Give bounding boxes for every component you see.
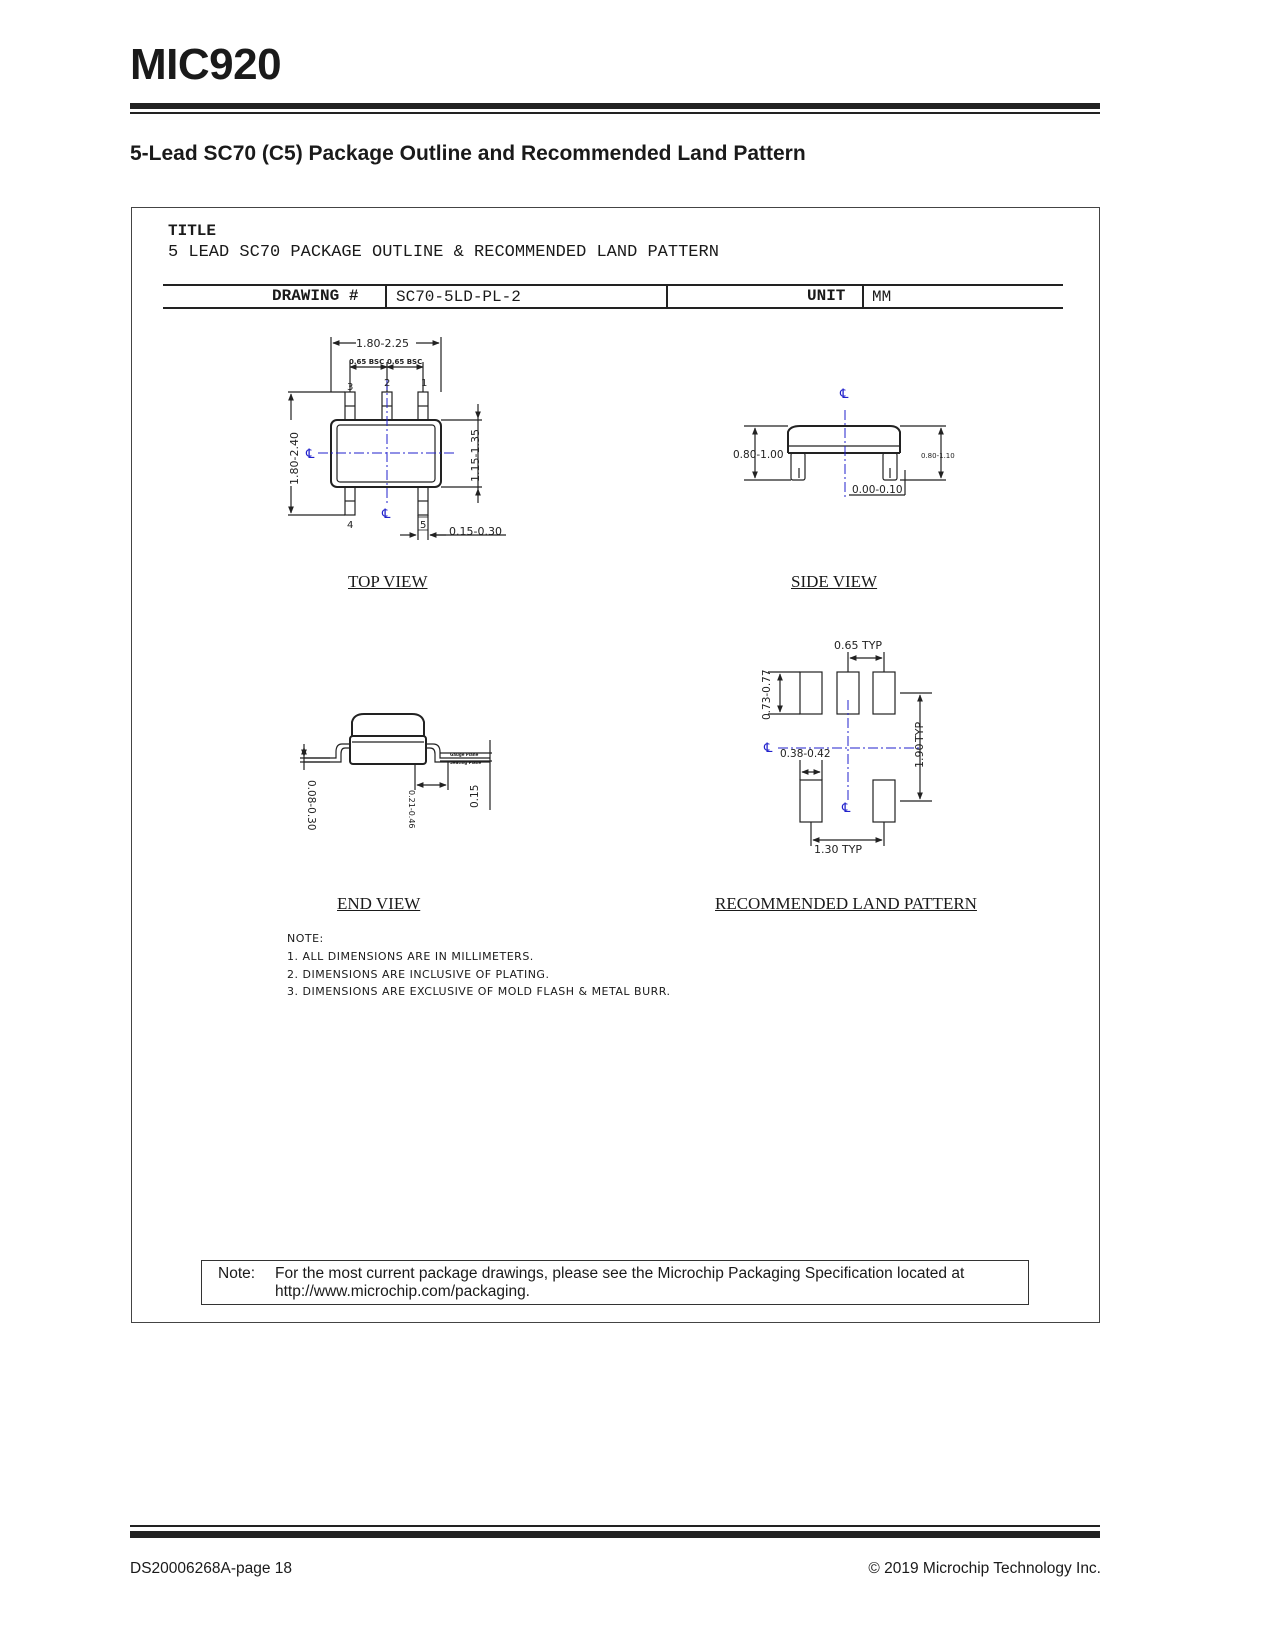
side-view-label: SIDE VIEW [791, 572, 878, 591]
dim-side-height: 0.80-1.00 [733, 449, 784, 461]
drawing-title-label: TITLE [168, 222, 217, 240]
notes-heading: NOTE: [287, 932, 324, 945]
dim-standoff: 0.00-0.10 [852, 484, 903, 496]
centerline-symbol-top-v: ℄ [382, 507, 391, 522]
note-box-text: For the most current package drawings, please see the Microchip Packaging Specification located at http://www.microchip.com/packaging. [275, 1265, 965, 1300]
gauge-plane-label: Gauge Plane [450, 752, 479, 757]
dim-end-gauge: 0.15 [469, 784, 481, 808]
footer-rule-thick [130, 1531, 1100, 1538]
dim-land-width: 0.38-0.42 [780, 748, 831, 760]
drawing-number: SC70-5LD-PL-2 [396, 288, 521, 306]
footer-rule-thin [130, 1525, 1100, 1527]
document-title: MIC920 [130, 40, 282, 89]
centerline-symbol-land-v: ℄ [842, 801, 851, 816]
dim-land-pitch: 0.65 TYP [834, 639, 883, 652]
dim-top-width: 1.80-2.25 [356, 337, 409, 350]
pin-1-label: 1 [421, 378, 428, 389]
dim-top-height: 1.80-2.40 [288, 432, 301, 485]
dim-land-span: 1.30 TYP [814, 843, 863, 856]
dim-land-height: 1.90 [913, 743, 926, 768]
dim-side-height-b: 0.80-1.10 [921, 452, 955, 460]
unit-label: UNIT [807, 287, 846, 305]
note-3: 3. DIMENSIONS ARE EXCLUSIVE OF MOLD FLASH & METAL BURR. [287, 985, 671, 998]
end-view-label: END VIEW [337, 894, 421, 913]
dim-land-length: 0.73-0.77 [761, 669, 773, 720]
centerline-symbol-top-h: ℄ [306, 447, 315, 462]
top-view-label: TOP VIEW [348, 572, 428, 591]
pin-5-label: 5 [420, 520, 427, 531]
dim-end-foot: 0.21-0.46 [407, 790, 416, 829]
dimension-labels [288, 337, 955, 856]
centerline-symbol-land-h: ℄ [764, 741, 773, 756]
drawing-number-label: DRAWING # [272, 287, 359, 305]
footer-page-number: DS20006268A-page 18 [130, 1560, 293, 1577]
section-heading: 5-Lead SC70 (C5) Package Outline and Recommended Land Pattern [130, 142, 806, 165]
pin-3-label: 3 [347, 382, 354, 393]
dim-end-thickness: 0.08-0.30 [305, 780, 317, 831]
dim-land-height-typ: TYP [913, 721, 926, 742]
centerline-symbol-side: ℄ [840, 387, 849, 402]
land-pattern-label: RECOMMENDED LAND PATTERN [715, 894, 977, 913]
footer-copyright: © 2019 Microchip Technology Inc. [868, 1560, 1101, 1577]
pin-4-label: 4 [347, 520, 354, 531]
unit-value: MM [872, 288, 892, 306]
dim-lead-width: 0.15-0.30 [449, 525, 502, 538]
dim-body-height: 1.15-1.35 [469, 429, 482, 482]
dim-pitch-a: 0.65 BSC [349, 358, 385, 366]
note-1: 1. ALL DIMENSIONS ARE IN MILLIMETERS. [287, 950, 534, 963]
note-box-label: Note: [218, 1265, 256, 1282]
drawing-title-text: 5 LEAD SC70 PACKAGE OUTLINE & RECOMMENDED LAND PATTERN [168, 243, 719, 262]
pin-2-label: 2 [384, 378, 391, 389]
seating-plane-label: Seating Plane [450, 760, 482, 765]
note-2: 2. DIMENSIONS ARE INCLUSIVE OF PLATING. [287, 968, 550, 981]
dim-pitch-b: 0.65 BSC [387, 358, 423, 366]
